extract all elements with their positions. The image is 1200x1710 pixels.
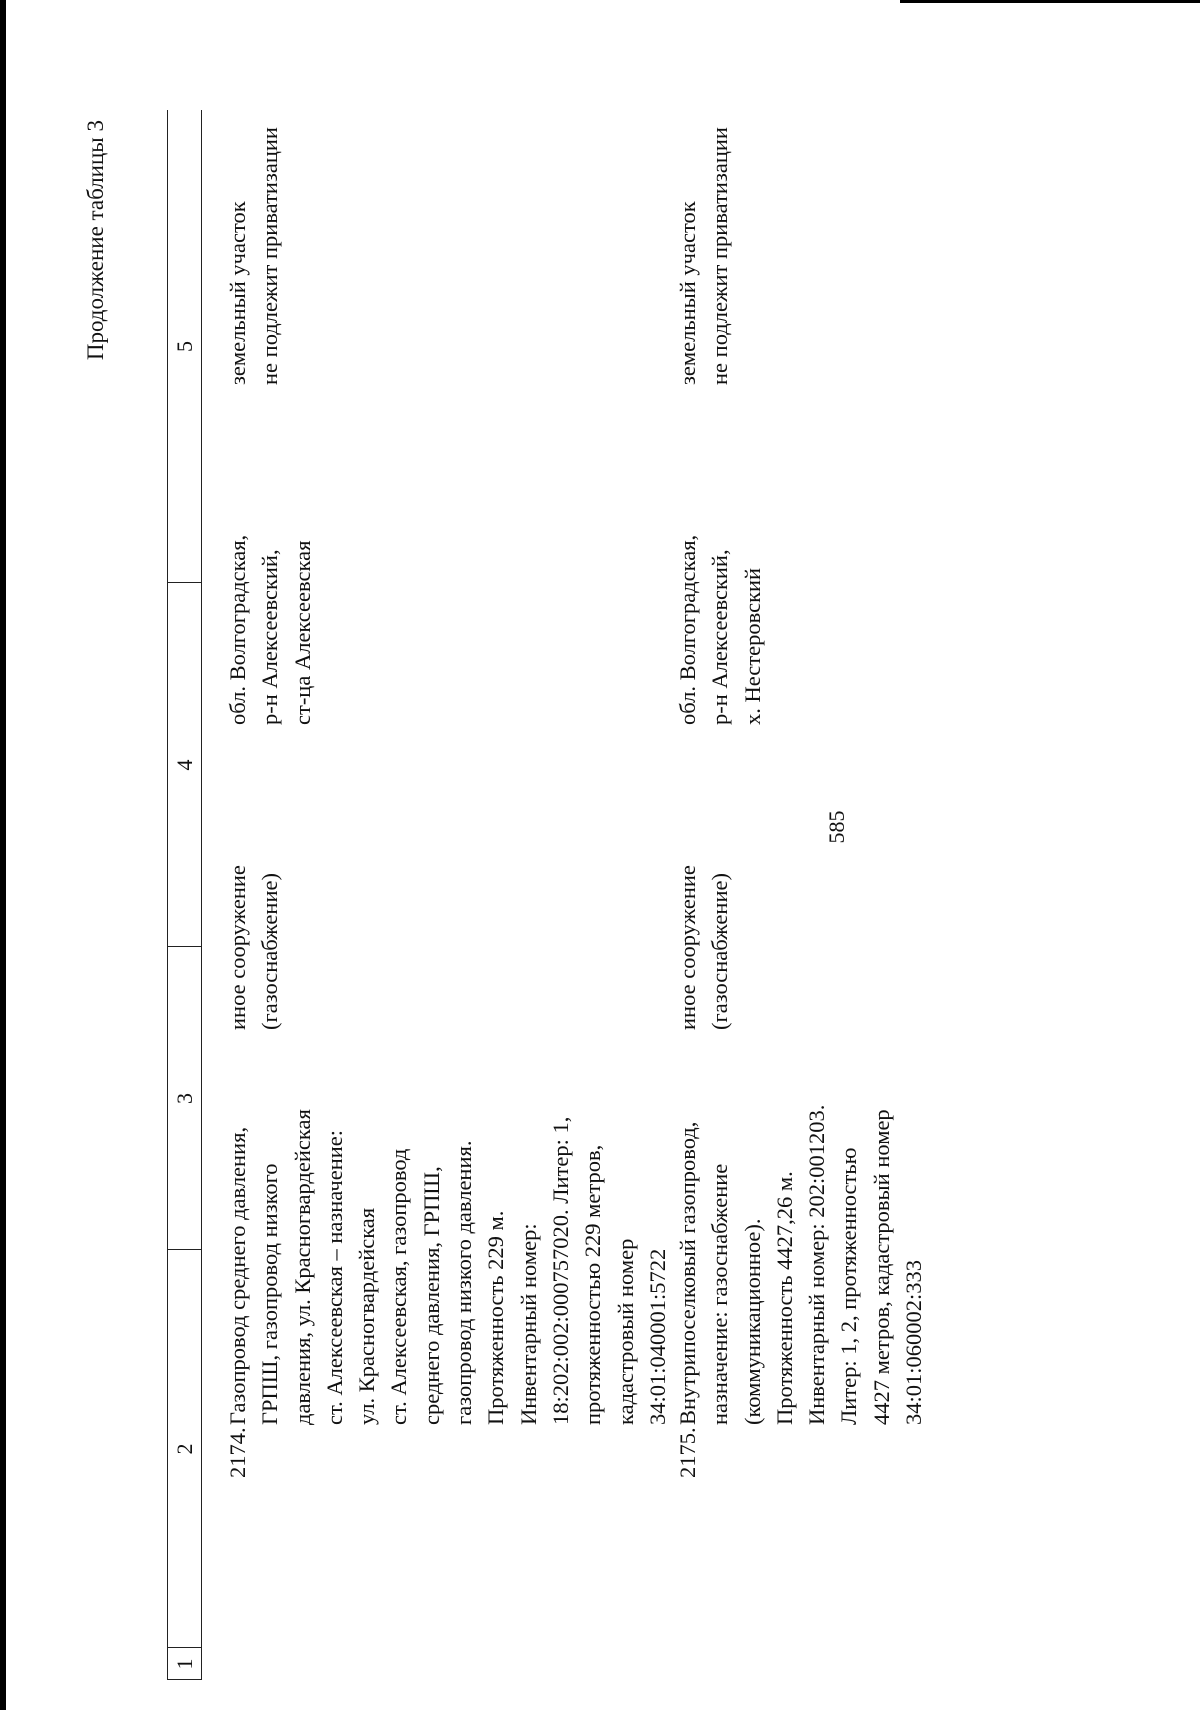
table-continuation-label: Продолжение таблицы 3	[83, 120, 108, 361]
column-number-4: 4	[172, 759, 197, 771]
table-header	[167, 110, 202, 1680]
object-type: иное сооружение (газоснабжение)	[225, 865, 283, 1030]
table-row-number: 2175.	[675, 1427, 700, 1478]
object-address: обл. Волгоградская, р-н Алексеевский, х. Нестеровский	[675, 534, 765, 725]
column-number-3: 3	[172, 1093, 197, 1104]
object-type: иное сооружение (газоснабжение)	[675, 865, 733, 1030]
page-number: 585	[824, 810, 849, 844]
column-number-2: 2	[172, 1443, 197, 1455]
object-note: земельный участок не подлежит приватизации	[675, 127, 733, 385]
object-description: Внутрипоселковый газопровод, назначение: газоснабжение (коммуникационное). Протяженность 4427,26 м. Инвентарный номер: 202:001203. Литер: 1, 2, протяженностью 4427 метров, кадастровый номер 34:01:060002:333	[675, 1104, 927, 1425]
object-address: обл. Волгоградская, р-н Алексеевский, ст-ца Алексеевская	[225, 534, 315, 725]
object-description: Газопровод среднего давления, ГРПШ, газопровод низкого давления, ул. Красногвардейская ст. Алексеевская – назначение: ул. Красногвардейская ст. Алексеевская, газопровод среднего давления, ГРПШ, газопровод низкого давления. Протяженность 229 м. Инвентарный номер: 18:202:002:000757020. Литер: 1, протяженностью 229 метров, кадастровый номер 34:01:040001:5722	[225, 1109, 670, 1425]
table-row-number: 2174.	[225, 1427, 250, 1478]
column-number-5: 5	[172, 341, 197, 352]
object-note: земельный участок не подлежит приватизации	[225, 127, 283, 385]
column-number-1: 1	[172, 1658, 197, 1670]
